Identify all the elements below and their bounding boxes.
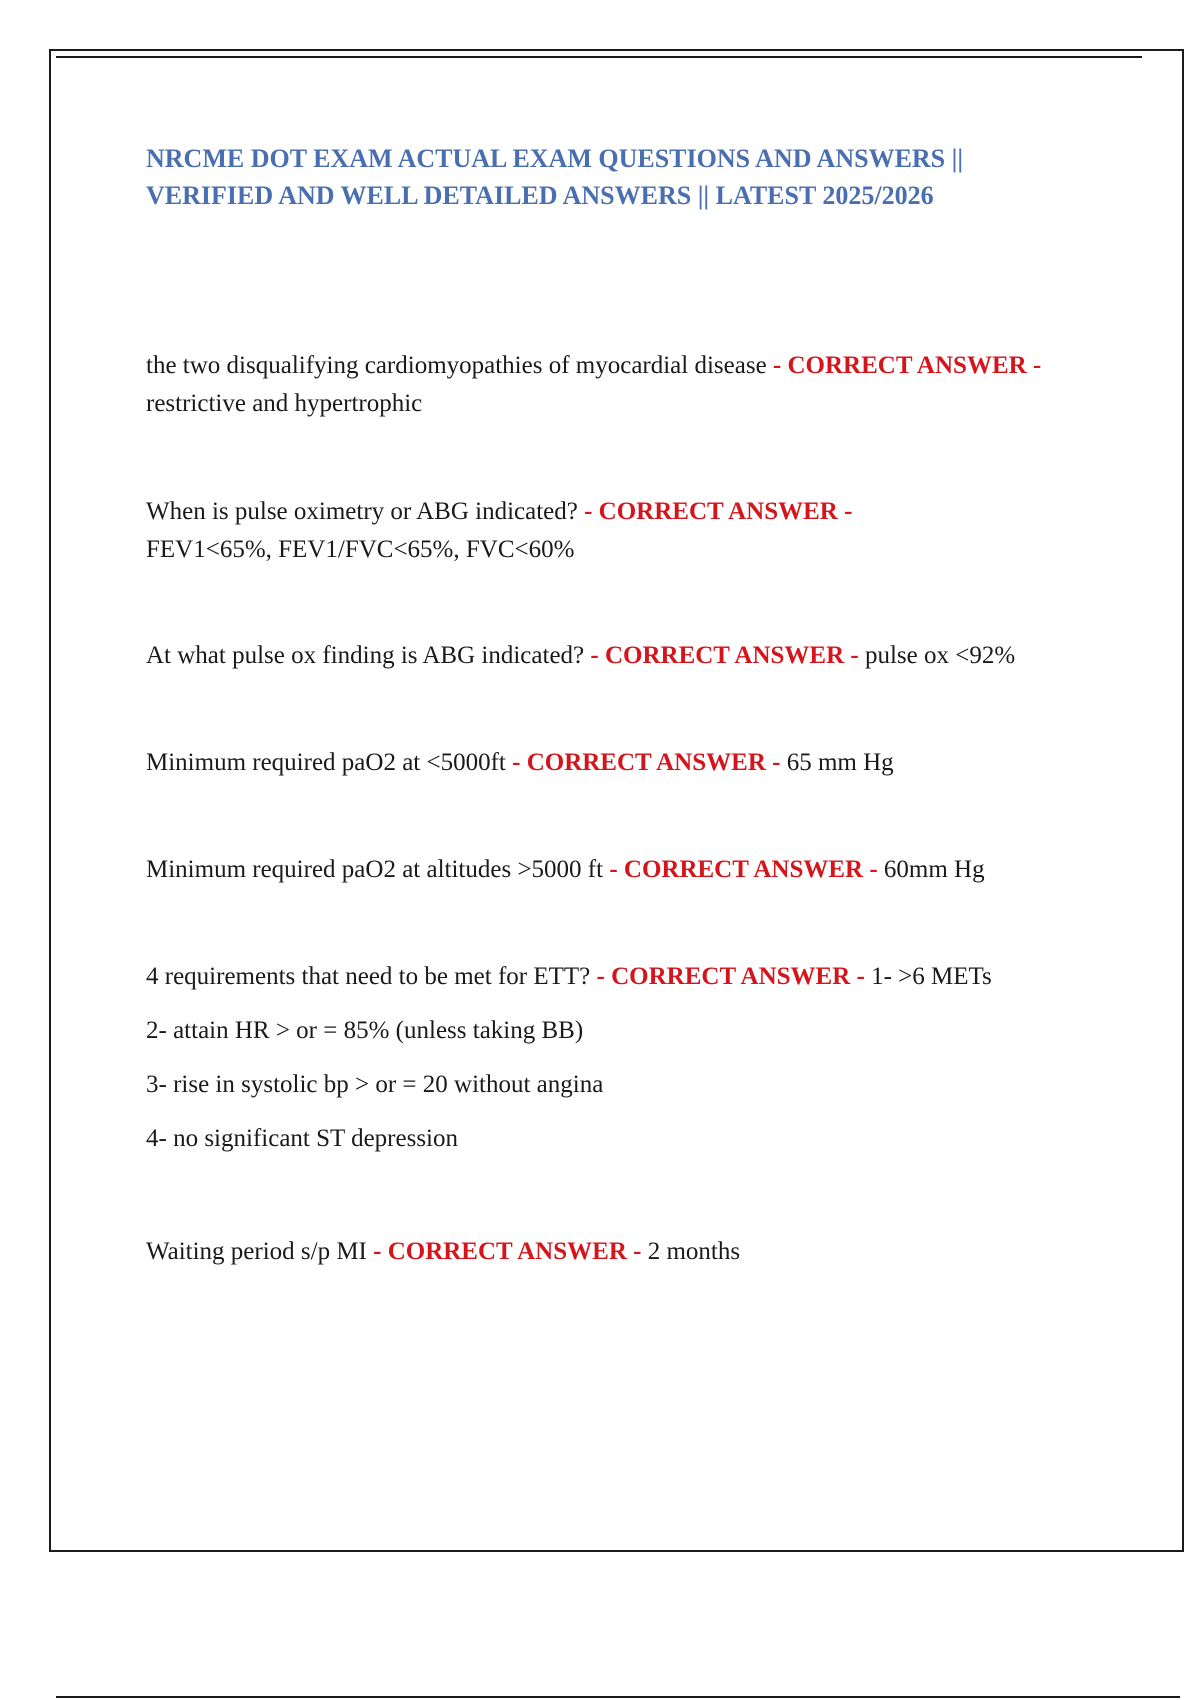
question-text: the two disqualifying cardiomyopathies of myocardial disease — [146, 352, 767, 379]
answer-marker: - CORRECT ANSWER - — [609, 856, 878, 883]
answer-marker: - CORRECT ANSWER - — [512, 749, 781, 776]
document-title: NRCME DOT EXAM ACTUAL EXAM QUESTIONS AND ANSWERS || VERIFIED AND WELL DETAILED ANSWERS || LATEST 2025/2026 — [146, 144, 964, 210]
qa-item — [146, 637, 1076, 675]
requirement-line: 3- rise in systolic bp > or = 20 without angina — [146, 1071, 604, 1098]
question-text: Minimum required paO2 at <5000ft — [146, 749, 506, 776]
answer-marker: - CORRECT ANSWER - — [590, 642, 859, 669]
answer-marker: - CORRECT ANSWER - — [772, 352, 1042, 379]
answer-text: 2 months — [647, 1238, 741, 1265]
qa-item — [146, 958, 1076, 996]
question-text: When is pulse oximetry or ABG indicated? — [146, 498, 578, 525]
answer-marker: - CORRECT ANSWER - — [596, 963, 865, 990]
answer-text: 1- >6 METs — [871, 963, 992, 990]
qa-item — [146, 347, 1076, 423]
answer-marker: - CORRECT ANSWER - — [584, 498, 853, 525]
bottom-rule — [56, 1696, 1180, 1698]
question-text: Minimum required paO2 at altitudes >5000 ft — [146, 856, 604, 883]
requirement-line: 2- attain HR > or = 85% (unless taking BB) — [146, 1017, 584, 1044]
answer-text: 60mm Hg — [883, 856, 985, 883]
answer-text: FEV1<65%, FEV1/FVC<65%, FVC<60% — [146, 536, 575, 563]
answer-text: 65 mm Hg — [786, 749, 894, 776]
qa-list — [146, 347, 1076, 1271]
document-body — [146, 140, 1076, 1271]
qa-item — [146, 744, 1076, 782]
question-text: 4 requirements that need to be met for ETT? — [146, 963, 591, 990]
answer-marker: - CORRECT ANSWER - — [373, 1238, 642, 1265]
qa-item — [146, 1233, 1076, 1271]
question-text: Waiting period s/p MI — [146, 1238, 367, 1265]
qa-item — [146, 493, 1076, 569]
requirement-line: 4- no significant ST depression — [146, 1125, 458, 1152]
answer-text: pulse ox <92% — [864, 642, 1016, 669]
answer-text: restrictive and hypertrophic — [146, 390, 423, 417]
top-rule — [56, 56, 1142, 58]
question-text: At what pulse ox finding is ABG indicated? — [146, 642, 585, 669]
qa-item — [146, 851, 1076, 889]
